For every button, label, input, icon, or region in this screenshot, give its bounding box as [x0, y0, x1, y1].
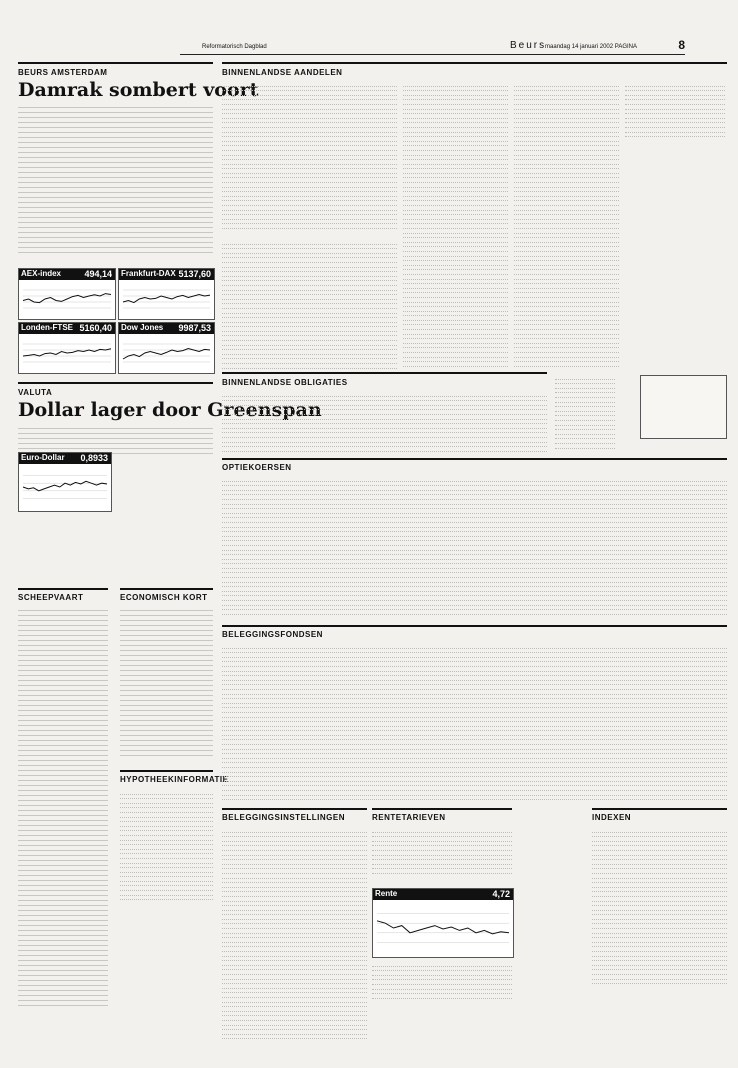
- date-label: maandag 14 januari 2002 PAGINA: [545, 44, 637, 50]
- table-rentetarieven: [372, 828, 512, 883]
- headline-dollar: Dollar lager door Greenspan: [18, 399, 322, 421]
- table-indexen: [592, 828, 727, 988]
- section-heading-optiekoersen: OPTIEKOERSEN: [222, 463, 292, 472]
- page-header: [180, 38, 685, 55]
- chart-rente-title: Rente: [375, 889, 398, 898]
- series-line: [123, 295, 210, 303]
- series-line: [23, 294, 111, 303]
- table-aandelen-1: [222, 82, 397, 232]
- chart-dax-plot: [119, 280, 214, 318]
- section-heading-hypotheek: HYPOTHEEKINFORMATIE: [120, 775, 229, 784]
- chart-rente-plot: [373, 900, 513, 956]
- source-label: Reformatorisch Dagblad: [202, 44, 267, 50]
- chart-aex-plot: [19, 280, 115, 318]
- table-aandelen-4: [514, 82, 619, 370]
- article-beurs: [18, 103, 213, 253]
- chart-ftse-title: Londen-FTSE: [21, 323, 73, 332]
- section-heading-valuta: VALUTA: [18, 388, 53, 397]
- page-number: 8: [678, 38, 685, 52]
- table-beleggingsfondsen: [222, 644, 727, 804]
- section-heading-beleggingsfondsen: BELEGGINGSFONDSEN: [222, 630, 323, 639]
- headline-damrak: Damrak sombert voort: [18, 79, 259, 101]
- article-economisch: [120, 606, 213, 756]
- chart-dowjones-plot: [119, 334, 214, 372]
- table-beleggingsinstellingen: [222, 828, 367, 1043]
- section-heading-scheepvaart: SCHEEPVAART: [18, 593, 84, 602]
- chart-eurodollar-plot: [19, 464, 111, 510]
- chart-ftse-plot: [19, 334, 115, 372]
- chart-rente: [372, 888, 514, 958]
- chart-ftse-value: 5160,40: [79, 323, 112, 333]
- chart-aex-title: AEX-index: [21, 269, 62, 278]
- section-heading-beurs: BEURS AMSTERDAM: [18, 68, 108, 77]
- section-title: Beurs: [510, 40, 547, 51]
- table-hypotheek: [120, 790, 213, 900]
- chart-eurodollar-value: 0,8933: [80, 453, 108, 463]
- chart-dowjones-title: Dow Jones: [121, 323, 164, 332]
- notice-box: [640, 375, 727, 439]
- chart-dax-value: 5137,60: [178, 269, 211, 279]
- table-aandelen-5: [625, 82, 725, 137]
- section-heading-indexen: INDEXEN: [592, 813, 632, 822]
- series-line: [23, 481, 107, 491]
- chart-ftse: [18, 322, 116, 374]
- section-heading-economisch: ECONOMISCH KORT: [120, 593, 208, 602]
- article-scheepvaart: [18, 606, 108, 1006]
- table-optiekoersen: [222, 477, 727, 617]
- chart-dowjones-value: 9987,53: [178, 323, 211, 333]
- section-heading-rentetarieven: RENTETARIEVEN: [372, 813, 446, 822]
- section-heading-beleggingsinstellingen: BELEGGINGSINSTELLINGEN: [222, 813, 346, 822]
- chart-rente-value: 4,72: [492, 889, 510, 899]
- chart-dowjones: [118, 322, 215, 374]
- table-obligaties: [222, 392, 547, 452]
- chart-dax: [118, 268, 215, 320]
- article-valuta: [18, 424, 213, 454]
- section-heading-aandelen: BINNENLANDSE AANDELEN: [222, 68, 343, 77]
- chart-eurodollar-title: Euro-Dollar: [21, 453, 65, 462]
- section-heading-obligaties: BINNENLANDSE OBLIGATIES: [222, 378, 348, 387]
- table-aandelen-3: [403, 82, 508, 370]
- table-rente-obligaties: [372, 962, 512, 1002]
- chart-eurodollar: [18, 452, 112, 512]
- table-obligaties-side: [555, 375, 615, 450]
- table-aandelen-2: [222, 240, 397, 370]
- series-line: [377, 921, 509, 934]
- chart-aex-value: 494,14: [84, 269, 112, 279]
- chart-dax-title: Frankfurt-DAX: [121, 269, 176, 278]
- chart-aex: [18, 268, 116, 320]
